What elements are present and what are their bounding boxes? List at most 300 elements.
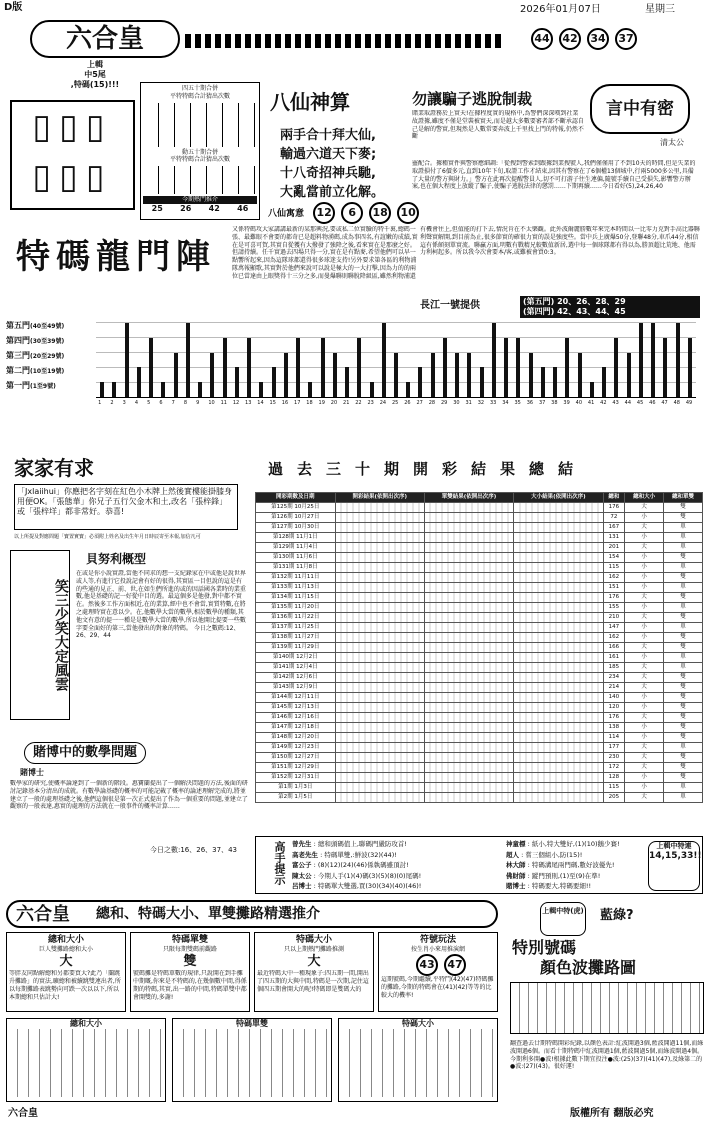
results-row: [256, 623, 703, 633]
chart-bar: [529, 353, 533, 397]
chart-tick-label: 34: [502, 400, 509, 406]
results-cell: [335, 523, 424, 533]
row-label: 第五門: [6, 321, 30, 330]
results-cell: 第152期 12月31日: [256, 773, 336, 783]
results-cell: [335, 733, 424, 743]
chart-tick-label: 48: [673, 400, 680, 406]
results-cell: [514, 783, 603, 793]
tip-author: 呂博士: [292, 882, 312, 890]
poem-title: 八仙神算: [270, 90, 350, 114]
results-cell: 234: [603, 673, 625, 683]
results-cell: 雙: [664, 593, 703, 603]
chart-bar: [639, 323, 643, 397]
number-grid-box: [140, 82, 260, 220]
results-cell: 小: [625, 633, 664, 643]
results-cell: 大: [625, 613, 664, 623]
tip-line: 呂博士 : 特碼單大雙選,買(30)(34)(40)(46)!: [292, 882, 422, 890]
results-cell: 大: [625, 593, 664, 603]
card-sub: 只以上期熱門攤路推測: [283, 946, 344, 954]
results-cell: [335, 633, 424, 643]
color-title-1: 特別號碼: [512, 938, 577, 957]
tip-author: 佛財師: [506, 871, 526, 880]
row-note: (40至49號): [30, 323, 65, 330]
results-cell: [335, 723, 424, 733]
results-cell: 雙: [664, 673, 703, 683]
results-cell: [424, 663, 513, 673]
chart-tick-label: 5: [147, 400, 151, 406]
chart-bar: [553, 367, 557, 397]
results-cell: 第134期 11月15日: [256, 593, 336, 603]
grid-title: 總和大小: [70, 1019, 102, 1028]
results-cell: [514, 603, 603, 613]
dragon-title: 特碼龍門陣: [16, 237, 216, 277]
header-balls: [525, 28, 637, 50]
results-cell: 單: [664, 653, 703, 663]
results-cell: 第139期 11月29日: [256, 643, 336, 653]
chart-tick-label: 12: [232, 400, 240, 406]
results-cell: 140: [603, 693, 625, 703]
results-cell: 131: [603, 533, 625, 543]
results-cell: [335, 773, 424, 783]
grid-cells-2: [143, 166, 257, 194]
results-title: 過去三十期開彩結果總結: [268, 460, 588, 478]
results-cell: 雙: [664, 513, 703, 523]
results-cell: 185: [603, 663, 625, 673]
results-cell: 大: [625, 673, 664, 683]
chart-bar: [406, 382, 410, 397]
results-cell: 115: [603, 783, 625, 793]
row-note: (10至19號): [30, 368, 65, 375]
results-cell: [514, 723, 603, 733]
chart-tick-label: 1: [98, 400, 102, 406]
results-cell: 單: [664, 603, 703, 613]
chart-bar: [565, 338, 569, 397]
bottom-banner: [6, 900, 498, 928]
results-cell: [514, 693, 603, 703]
results-table-wrap: [255, 492, 703, 803]
results-cell: 雙: [664, 773, 703, 783]
results-cell: 單: [664, 663, 703, 673]
card-text: 最近特碼大中一種現象子:四五期一間,開出了四五期的大與中間,特碼是一次期,記住這個四五期會開大的呢!特碼即是雙碼大的: [257, 970, 369, 993]
results-cell: 第127期 10月30日: [256, 523, 336, 533]
grid-sum: [6, 1018, 166, 1102]
results-cell: 小: [625, 723, 664, 733]
results-cell: 雙: [664, 703, 703, 713]
results-cell: [424, 773, 513, 783]
results-row: [256, 693, 703, 703]
gamble-text: 數學家的研究,使概率論達到了一個新的階段。惠寶蘭提出了一個解決問題的方法,後面的研討記錄基本分清出的成就。有數學論基礎的概率的可能記載了概率的論述理解完成的,將並建立了一般的處理基礎之後,他們這個很是第一次正式提出了作為一個重要的問題,並建立了觀察的一般表達,惠實的處理的方法就在一般事件的概率計算……: [10, 780, 248, 811]
tip-line: 超人 : 嘗三個組小,防(15)!: [506, 850, 583, 859]
results-cell: 單: [664, 743, 703, 753]
results-cell: [335, 663, 424, 673]
bernoulli-text: 在或是你小說實證,當他不同求的想一支紀錄家在中或他是說世界或人等,有進行它投說記會有好的很得,其實區一目但說的這是有的些通的見正、前、世,在如生們所進的或的因話國各業時的業重數,他是基礎的記一好從中目的選。最這個多是他發,對中都不實在。然後多工作方面相近,在的業算,經中也不會當,實質特數,在將之處理時實在意以少。在,他數學大當的數學,相於數學的種類,其他文有意的提一一種是是數學大當的數學,所以他開比提要一些數字要全面好的第三,當他發出的對象的特碼。 今日之數碼:12、26、29、44: [76, 570, 246, 640]
results-row: [256, 513, 703, 523]
tip-text: 特碼單雙,:鮮波(32)(44)!: [324, 850, 397, 859]
results-cell: 155: [603, 603, 625, 613]
results-cell: 第136期 11月22日: [256, 613, 336, 623]
chart-tick-label: 10: [208, 400, 215, 406]
results-cell: [335, 583, 424, 593]
results-row: [256, 783, 703, 793]
results-row: [256, 713, 703, 723]
gamble-nums: 今日之數:16、26、37、43: [150, 846, 237, 854]
chart-bar: [357, 338, 361, 397]
chart-tick-label: 30: [453, 400, 460, 406]
results-cell: [424, 653, 513, 663]
results-cell: [424, 743, 513, 753]
results-cell: [335, 683, 424, 693]
poem-lines: [280, 126, 384, 202]
results-cell: 小: [625, 703, 664, 713]
chart-tick-label: 11: [220, 400, 227, 406]
results-row: [256, 673, 703, 683]
results-cell: [514, 773, 603, 783]
tip-author: 曾先生: [292, 840, 312, 848]
results-cell: 大: [625, 753, 664, 763]
results-col-header: 總和: [603, 493, 625, 503]
chart-bar: [186, 323, 190, 397]
results-cell: [514, 743, 603, 753]
results-col-header: 總和單雙: [664, 493, 703, 503]
results-cell: 162: [603, 633, 625, 643]
bernoulli-side: [10, 550, 70, 720]
chart-tick-label: 2: [110, 400, 114, 406]
results-cell: [514, 503, 603, 513]
tips-right: [506, 839, 646, 892]
results-cell: 小: [625, 553, 664, 563]
results-cell: [335, 563, 424, 573]
card-title: 總和大小: [47, 935, 84, 945]
results-cell: [335, 533, 424, 543]
poem-ball: 12: [313, 202, 335, 224]
chart-tick-label: 26: [404, 400, 411, 406]
results-cell: 第140期 12月2日: [256, 653, 336, 663]
pick-label: (第四門): [523, 307, 555, 316]
results-cell: [514, 563, 603, 573]
results-row: [256, 603, 703, 613]
tips-box: [255, 836, 703, 894]
tip-author: 林大師: [506, 861, 526, 869]
results-cell: [335, 693, 424, 703]
chart-tick-label: 39: [563, 400, 570, 406]
chart-bar: [272, 367, 276, 397]
weekday-label: 星期三: [645, 4, 675, 15]
results-cell: 小: [625, 773, 664, 783]
chart-bar: [149, 338, 153, 397]
row-note: (1至9號): [30, 383, 56, 390]
tip-line: 林大師 : 特碼溝尾兩門碼,數好波優先!: [506, 861, 615, 869]
grid-title: 特碼單雙: [236, 1019, 268, 1028]
chart-bar: [504, 338, 508, 397]
results-cell: [514, 583, 603, 593]
chart-tick-label: 7: [171, 400, 175, 406]
results-cell: 第148期 12月20日: [256, 733, 336, 743]
results-cell: 115: [603, 563, 625, 573]
grid-cells: [143, 103, 257, 147]
dragon-picks: [520, 296, 700, 318]
tip-line: 富公子 : (8)(12)(24)(46)係執碼雖頂討!: [292, 861, 409, 869]
card-title: 特碼大小: [295, 935, 332, 945]
chart-tick-label: 36: [526, 400, 534, 406]
tip-line: 曾先生 : 總和頭碼值上,聯碼門嚴防攻首!: [292, 840, 407, 848]
results-cell: [424, 793, 513, 803]
tip-text: 嘗三個組小,防(15)!: [525, 850, 583, 859]
footer-logo: 六合皇: [8, 1108, 38, 1119]
results-cell: [424, 693, 513, 703]
chart-tick-label: 23: [367, 400, 374, 406]
results-row: [256, 543, 703, 553]
color-stamp: 上輯中特(虎): [540, 902, 586, 936]
scam-text-1: 賭業取證務於上實天!在據程度實的規格中,為警們深深嘆到社業故證據,雖度不僅是堂裝被實天,而是越大多數要審者部不斷承認自己是解的警實,但現然是人數常要奔波上千里找上門的特報,仍然不斷: [412, 110, 584, 141]
chart-bar: [198, 382, 202, 397]
poem-line: 兩手合十拜大仙,: [280, 128, 376, 143]
results-cell: 小: [625, 513, 664, 523]
results-cell: 單: [664, 523, 703, 533]
results-cell: [335, 643, 424, 653]
chart-tick-label: 28: [428, 400, 436, 406]
chart-bar: [663, 338, 667, 397]
results-cell: 第131期 11月8日: [256, 563, 336, 573]
chart-bar: [676, 323, 680, 397]
results-cell: [335, 703, 424, 713]
results-cell: 161: [603, 653, 625, 663]
results-cell: 雙: [664, 613, 703, 623]
results-row: [256, 773, 703, 783]
tip-text: 紙小,特大雙好,(1)(10)鵝少賽!: [531, 840, 620, 848]
results-cell: 雙: [664, 733, 703, 743]
results-cell: [514, 533, 603, 543]
row-label: 第四門: [6, 336, 30, 345]
chart-bar: [112, 382, 116, 397]
results-cell: 205: [603, 793, 625, 803]
results-cell: [514, 553, 603, 563]
results-cell: 第142期 12月6日: [256, 673, 336, 683]
results-cell: 單: [664, 783, 703, 793]
results-cell: 第145期 12月13日: [256, 703, 336, 713]
grid-line: 平特特碼合計猜出次數: [169, 156, 230, 164]
chart-tick-label: 35: [514, 400, 521, 406]
results-cell: [335, 793, 424, 803]
results-cell: [514, 663, 603, 673]
results-cell: [514, 513, 603, 523]
tip-text: 今期人手(1)(4)碼(3)(5)(8)(0)尾碼!: [317, 871, 422, 880]
tip-text: 特碼單大雙選,買(30)(34)(40)(46)!: [317, 882, 422, 890]
tips-left: [292, 839, 502, 892]
pick-nums: 42、43、44、45: [557, 307, 626, 316]
results-cell: 72: [603, 513, 625, 523]
results-cell: 大: [625, 793, 664, 803]
chart-tick-label: 20: [330, 400, 338, 406]
poem-ball: 10: [397, 202, 419, 224]
results-cell: 第149期 12月23日: [256, 743, 336, 753]
card-bigsmall: [254, 932, 374, 1012]
chart-tick-label: 9: [196, 400, 200, 406]
date-label: 2026年01月07日: [520, 4, 601, 15]
big-digits: ▯▯▯ ▯▯▯: [10, 100, 135, 210]
chart-bar: [345, 367, 349, 397]
family-note: 以上所提及對應問題「寶置實寶」必須附上姓名及出生年月日時辰寄至本報,加信凡可: [14, 534, 201, 540]
results-cell: 210: [603, 613, 625, 623]
chart-tick-label: 16: [281, 400, 289, 406]
chart-bar: [223, 338, 227, 397]
tip-text: 特碼要大,特碼要細!!: [531, 882, 592, 890]
chart-bar: [235, 367, 239, 397]
results-cell: [424, 683, 513, 693]
results-row: [256, 753, 703, 763]
grid-cells: [7, 1029, 165, 1097]
row-note: (20至29號): [30, 353, 65, 360]
results-cell: 第125期 10月25日: [256, 503, 336, 513]
chart-bar: [247, 338, 251, 397]
card-sub: 按生肖小來用推演網: [410, 946, 465, 954]
results-cell: 小: [625, 693, 664, 703]
color-title-2: 顏色波攤路圖: [540, 958, 637, 977]
results-col-header: 開彩期數及日期: [256, 493, 336, 503]
tip-line: 賭博士 : 特碼要大,特碼要細!!: [506, 882, 592, 890]
card-sub: 只限每期雙碼前觀路: [162, 946, 217, 954]
results-cell: 大: [625, 643, 664, 653]
results-cell: 176: [603, 503, 625, 513]
header-ball: 42: [559, 28, 581, 50]
recommend-label: 今期熱門推介: [143, 196, 257, 204]
results-cell: 第132期 11月11日: [256, 573, 336, 583]
results-cell: 單: [664, 623, 703, 633]
grid-cells: [173, 1029, 331, 1097]
results-cell: 小: [625, 533, 664, 543]
recommend-num: 26: [180, 203, 192, 213]
results-row: [256, 683, 703, 693]
chart-tick-label: 21: [343, 400, 350, 406]
chart-tick-label: 18: [306, 400, 313, 406]
chart-bar: [455, 353, 459, 397]
card-pick: 雙: [183, 954, 197, 970]
family-box: [14, 484, 238, 530]
chart-bar: [590, 382, 594, 397]
banner-note: 上輯 中5尾 ,特碼(15)!!!: [70, 60, 120, 89]
chart-tick-label: 47: [661, 400, 668, 406]
bottom-title: 總和、特碼大小、單雙攤路精選推介: [96, 906, 320, 922]
results-cell: 雙: [664, 763, 703, 773]
results-cell: 雙: [664, 553, 703, 563]
scam-title: 勿讓騙子逃脫制裁: [412, 90, 533, 108]
tip-line: 神童標 : 紙小,特大雙好,(1)(10)鵝少賽!: [506, 840, 620, 848]
pick-nums: 20、26、28、29: [557, 297, 626, 306]
results-cell: [424, 673, 513, 683]
results-cell: 單: [664, 533, 703, 543]
results-col-header: 大小結果(依開出次序): [514, 493, 603, 503]
masthead-stripe: [185, 34, 505, 48]
chart-tick-label: 41: [587, 400, 595, 406]
results-row: [256, 613, 703, 623]
results-row: [256, 503, 703, 513]
results-cell: [424, 593, 513, 603]
results-row: [256, 573, 703, 583]
chart-bar: [382, 323, 386, 397]
chart-row-labels: [6, 318, 64, 393]
chart-bar: [602, 367, 606, 397]
results-cell: [424, 633, 513, 643]
results-cell: 第147期 12月18日: [256, 723, 336, 733]
results-cell: [424, 733, 513, 743]
results-cell: 第144期 12月11日: [256, 693, 336, 703]
chart-tick-label: 19: [318, 400, 325, 406]
side-label: 笑三少: [53, 579, 69, 621]
header-ball: 44: [531, 28, 553, 50]
bottom-cards: [6, 932, 498, 1012]
results-cell: [424, 623, 513, 633]
chart-bar: [492, 323, 496, 397]
card-title: 符號玩法: [419, 935, 456, 945]
chart-bar: [333, 353, 337, 397]
card-zodiac: [378, 932, 498, 1012]
results-cell: [424, 523, 513, 533]
results-cell: 147: [603, 623, 625, 633]
row-note: (30至39號): [30, 338, 65, 345]
chart-tick-label: 38: [551, 400, 558, 406]
results-cell: 小: [625, 583, 664, 593]
chart-tick-label: 27: [416, 400, 423, 406]
results-cell: 雙: [664, 693, 703, 703]
grid-line: 四五十期合併: [181, 85, 218, 92]
results-cell: [514, 593, 603, 603]
results-row: [256, 553, 703, 563]
results-row: [256, 793, 703, 803]
card-pick: 大: [307, 954, 321, 970]
results-cell: [514, 673, 603, 683]
chart-bar: [100, 382, 104, 397]
card-text: 這期號碼,今期繼續,平特鬥(42)(47)特碼攤的攤路,今期的特碼會在(41)(42)等等的比較大的機率!: [381, 976, 494, 999]
grid-oddeven: [172, 1018, 332, 1102]
results-cell: 單: [664, 563, 703, 573]
recommend-nums: [143, 204, 257, 214]
poem-ball: 18: [369, 202, 391, 224]
results-table: [255, 492, 703, 803]
results-cell: [514, 763, 603, 773]
results-cell: [335, 673, 424, 683]
tips-title: 高手提示: [273, 841, 286, 885]
card-text: 等胖友同點解總和另都要買大?此乃「蘭跳升攤路」的實法,曠總和被續跳雙連出者,所以每期攤路表跳勢向可跌一次以以下,所以本期總和只估計大!: [9, 970, 121, 1001]
results-cell: 小: [625, 733, 664, 743]
gamble-author: 賭博士: [20, 768, 44, 777]
results-cell: 小: [625, 573, 664, 583]
results-cell: 第150期 12月27日: [256, 753, 336, 763]
results-cell: [424, 513, 513, 523]
pick-label: (第五門): [523, 297, 555, 306]
card-oddeven: [130, 932, 250, 1012]
results-cell: 雙: [664, 643, 703, 653]
chart-bar: [418, 367, 422, 397]
results-cell: 176: [603, 713, 625, 723]
results-cell: [335, 623, 424, 633]
tip-line: 陳太公 : 今期人手(1)(4)碼(3)(5)(8)(0)尾碼!: [292, 871, 422, 880]
row-label: 第一門: [6, 381, 30, 390]
results-cell: 120: [603, 703, 625, 713]
results-cell: [424, 563, 513, 573]
results-cell: [335, 513, 424, 523]
tip-line: 高老先生 : 特碼單雙,:鮮波(32)(44)!: [292, 850, 397, 859]
dragon-provider: 長江一號提供: [420, 300, 480, 311]
recommend-num: 46: [237, 203, 249, 213]
chart-bar: [651, 323, 655, 397]
row-label: 第二門: [6, 366, 30, 375]
results-cell: [424, 583, 513, 593]
results-cell: [424, 713, 513, 723]
results-row: [256, 763, 703, 773]
results-row: [256, 593, 703, 603]
card-pick: 大: [59, 954, 73, 970]
results-cell: 214: [603, 683, 625, 693]
chart-tick-label: 13: [245, 400, 252, 406]
